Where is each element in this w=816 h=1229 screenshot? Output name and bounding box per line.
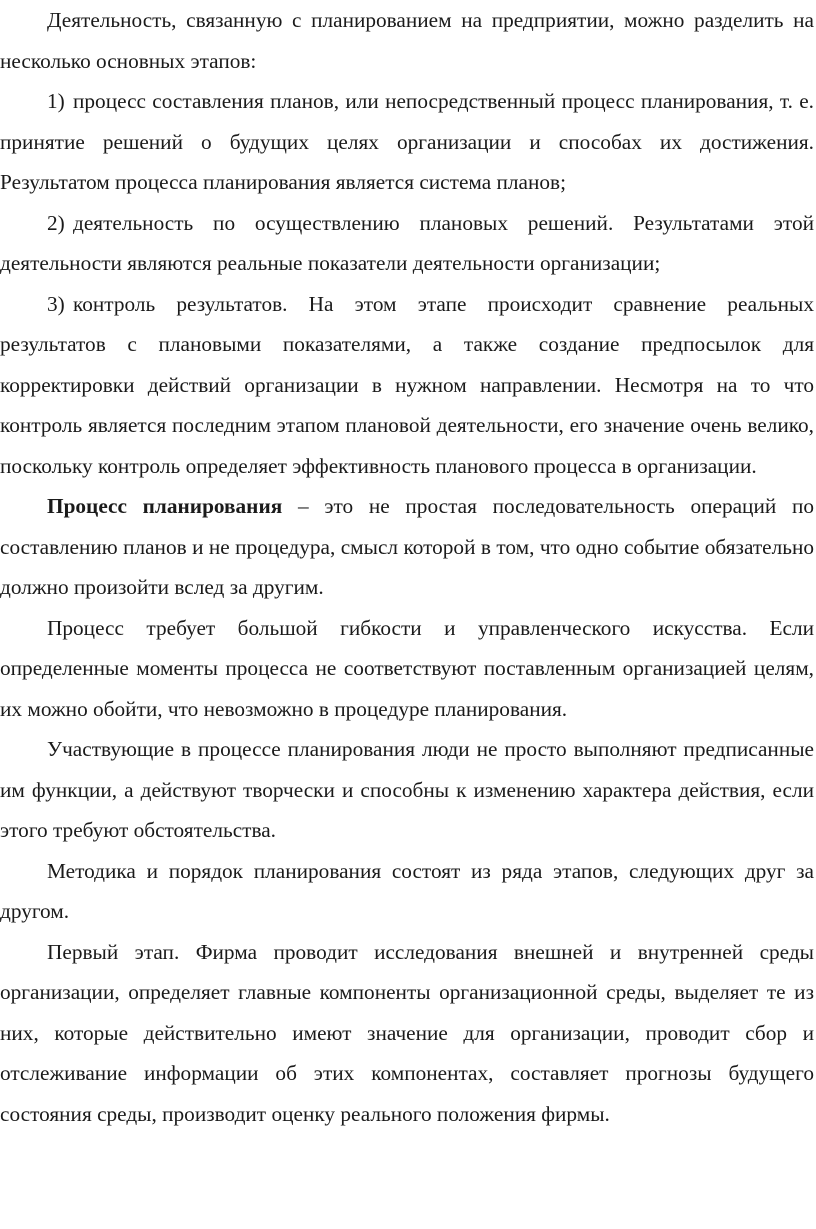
- stage-item: [0, 284, 814, 487]
- definition-term: Процесс планирования: [47, 494, 283, 518]
- body-paragraph: Методика и порядок планирования состоят из ряда этапов, следующих друг за другом.: [0, 858, 814, 923]
- definition-text: – это не простая последовательность операций по составлению планов и не процедура, смысл которой в том, что одно событие обязательно должно произойти вслед за другим.: [0, 494, 814, 599]
- body-paragraph: Участвующие в процессе планирования люди не просто выполняют предписанные им функции, а действуют творчески и способны к изменению характера действия, если этого требуют обстоятельства.: [0, 737, 814, 842]
- stage-number: 1): [47, 89, 65, 113]
- body-paragraph: Процесс требует большой гибкости и управленческого искусства. Если определенные моменты процесса не соответствуют поставленным организацией целям, их можно обойти, что невозможно в процедуре планирования.: [0, 615, 814, 721]
- intro-paragraph: Деятельность, связанную с планированием на предприятии, можно разделить на несколько основных этапов:: [0, 8, 814, 73]
- stage-text: контроль результатов. На этом этапе происходит сравнение реальных результатов с плановыми показателями, а также создание предпосылок для корректировки действий организации в нужном направлении. Несмотря на то что контроль является последним этапом плановой деятельности, его значение очень велико, поскольку контроль определяет эффективность планового процесса в организации.: [0, 291, 814, 478]
- stage-number: 3): [47, 291, 65, 316]
- definition-paragraph: [0, 486, 814, 608]
- stage-text: деятельность по осуществлению плановых решений. Результатами этой деятельности являются реальные показатели деятельности организации;: [0, 210, 814, 275]
- stage-number: 2): [47, 210, 65, 235]
- body-paragraph: Первый этап. Фирма проводит исследования внешней и внутренней среды организации, определяет главные компоненты организационной среды, выделяет те из них, которые действительно имеют значение для организации, проводит сбор и отслеживание информации об этих компонентах, составляет прогнозы будущего состояния среды, производит оценку реального положения фирмы.: [0, 939, 814, 1126]
- stage-item: [0, 81, 814, 203]
- stage-item: [0, 203, 814, 284]
- stage-text: процесс составления планов, или непосредственный процесс планирования, т. е. принятие решений о будущих целях организации и способах их достижения. Результатом процесса планирования является система планов;: [0, 89, 814, 194]
